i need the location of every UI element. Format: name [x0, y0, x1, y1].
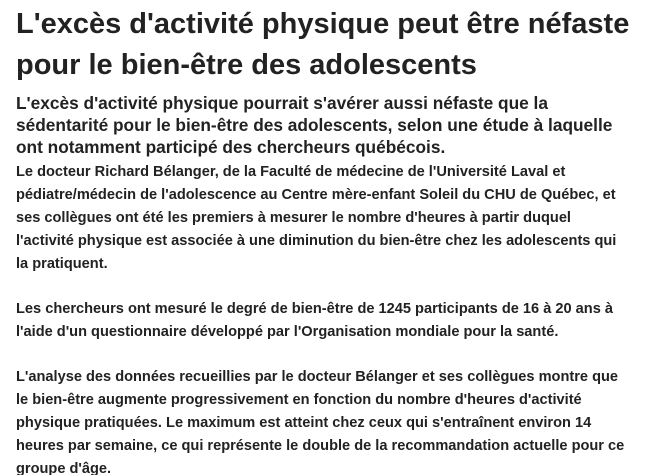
paragraph-1-text: Le docteur Richard Bélanger, de la Faculté de médecine de l'Université Laval et pédiatre/médecin de l'adolescence au Centre mère-enfant Soleil du CHU de Québec, et ses collègues ont été les premiers à mesurer le nombre d'heures à partir duquel l'activité physique est associée à une diminution du bien-être chez les adolescents qui la pratiquent. [16, 164, 617, 272]
article-lede: L'excès d'activité physique pourrait s'avérer aussi néfaste que la sédentarité pour le bien-être des adolescents, selon une étude à laquelle ont notamment participé des chercheurs québécois. [16, 93, 613, 157]
article-body [16, 161, 632, 475]
paragraph-2: Les chercheurs ont mesuré le degré de bien-être de 1245 participants de 16 à 20 ans à l'aide d'un questionnaire développé par l'Organisation mondiale pour la santé. [16, 301, 613, 340]
paragraph-1 [16, 161, 632, 276]
article-headline: L'excès d'activité physique peut être néfaste pour le bien-être des adolescents [16, 8, 630, 81]
paragraph-3: L'analyse des données recueillies par le docteur Bélanger et ses collègues montre que le bien-être augmente progressivement en fonction du nombre d'heures d'activité physique pratiquées. Le maximum est atteint chez ceux qui s'entraînent environ 14 heures par semaine, ce qui représente le double de la recommandation actuelle pour ce groupe d'âge. [16, 369, 625, 475]
